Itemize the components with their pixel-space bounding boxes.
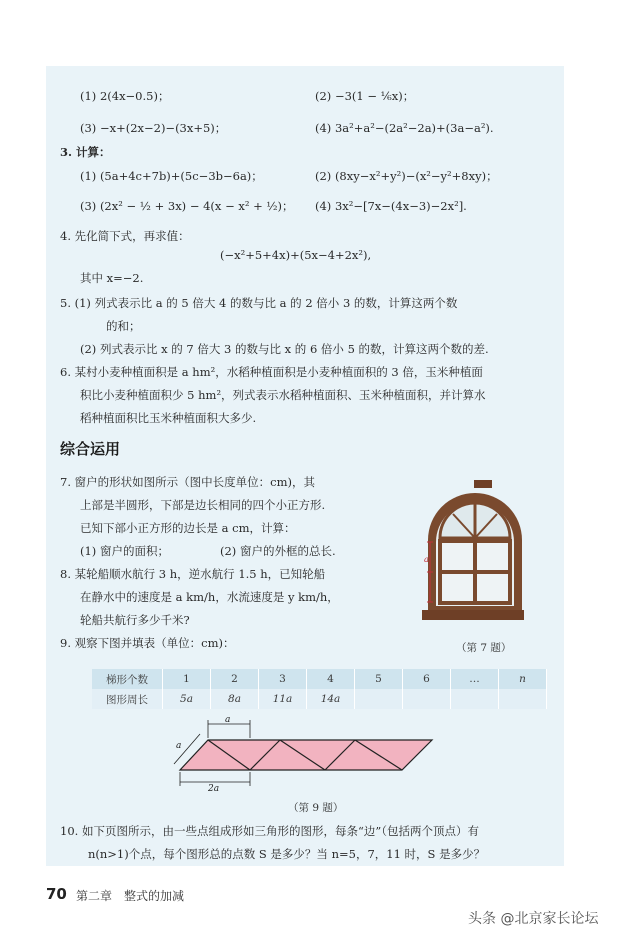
table-cell: 3 <box>259 669 307 689</box>
table-cell: 1 <box>163 669 211 689</box>
ex8-line1: 8. 某轮船顺水航行 3 h，逆水航行 1.5 h，已知轮船 <box>60 567 326 581</box>
ex3-item1: (1) (5a+4c+7b)+(5c−3b−6a)； <box>80 169 263 183</box>
ex3-item3: (3) (2x² − ½ + 3x) − 4(x − x² + ½)； <box>80 199 294 213</box>
fig7-caption: （第 7 题） <box>456 642 512 654</box>
table-cell: 14a <box>307 689 355 709</box>
ex2-item3: (3) −x+(2x−2)−(3x+5)； <box>80 121 227 135</box>
ex10-line1: 10. 如下页图所示，由一些点组成形如三角形的图形，每条“边”（包括两个顶点）有 <box>60 824 479 838</box>
trapezoid-table <box>92 669 547 709</box>
ex5-part2: (2) 列式表示比 x 的 7 倍大 3 的数与比 x 的 6 倍小 5 的数，计算这两个数的差. <box>80 342 489 356</box>
ex2-item1: (1) 2(4x−0.5)； <box>80 89 170 103</box>
table-row-head: 图形周长 <box>92 689 163 709</box>
chapter-title: 第二章 整式的加减 <box>76 889 185 903</box>
ex7-line3: 已知下部小正方形的边长是 a cm，计算： <box>80 521 296 535</box>
table-row <box>92 689 547 709</box>
ex7-part2: (2) 窗户的外框的总长. <box>220 544 336 558</box>
table-cell: 6 <box>403 669 451 689</box>
ex6-line2: 积比小麦种植面积少 5 hm²，列式表示水稻种植面积、玉米种植面积，并计算水 <box>80 388 486 402</box>
trapezoid-figure <box>170 712 450 792</box>
table-cell: 4 <box>307 669 355 689</box>
ex5-part1: 5. (1) 列式表示比 a 的 5 倍大 4 的数与比 a 的 2 倍小 3 的数，计算这两个数 <box>60 296 458 310</box>
table-row-head: 梯形个数 <box>92 669 163 689</box>
table-cell: 11a <box>259 689 307 709</box>
ex6-line1: 6. 某村小麦种植面积是 a hm²，水稻种植面积是小麦种植面积的 3 倍，玉米种植面 <box>60 365 483 379</box>
watermark: 头条 @北京家长论坛 <box>468 911 599 927</box>
ex7-line2: 上部是半圆形，下部是边长相同的四个小正方形. <box>80 498 326 512</box>
table-cell <box>499 689 547 709</box>
table-cell <box>355 689 403 709</box>
ex6-line3: 稻种植面积比玉米种植面积大多少. <box>80 411 257 425</box>
table-cell: 2 <box>211 669 259 689</box>
ex7-part1: (1) 窗户的面积； <box>80 544 169 558</box>
ex3-item2: (2) (8xy−x²+y²)−(x²−y²+8xy)； <box>315 169 498 183</box>
table-cell: 5 <box>355 669 403 689</box>
ex4-expression: (−x²+5+4x)+(5x−4+2x²), <box>220 248 372 262</box>
ex8-line2: 在静水中的速度是 a km/h，水流速度是 y km/h， <box>80 590 339 604</box>
ex7-line1: 7. 窗户的形状如图所示（图中长度单位：cm)，其 <box>60 475 315 489</box>
dim-label-top: a <box>225 715 231 725</box>
dim-label-side: a <box>176 741 182 751</box>
ex5-part1-cont: 的和； <box>106 319 141 333</box>
table-cell: n <box>499 669 547 689</box>
dim-label-bottom: 2a <box>208 784 220 792</box>
ex3-heading: 3. 计算： <box>60 145 111 159</box>
table-cell: 5a <box>163 689 211 709</box>
ex3-item4: (4) 3x²−[7x−(4x−3)−2x²]. <box>315 199 467 213</box>
window-figure <box>418 478 528 626</box>
ex8-line3: 轮船共航行多少千米? <box>80 613 190 627</box>
ex2-item2: (2) −3(1 − ⅙x)； <box>315 89 415 103</box>
ex4-heading: 4. 先化简下式，再求值： <box>60 229 190 243</box>
ex10-line2: n(n>1)个点，每个图形总的点数 S 是多少？当 n=5，7，11 时，S 是多少？ <box>88 847 486 861</box>
table-cell <box>451 689 499 709</box>
table-cell <box>403 689 451 709</box>
table-cell: … <box>451 669 499 689</box>
table-cell: 8a <box>211 689 259 709</box>
page-number: 70 <box>46 885 67 903</box>
ex9-heading: 9. 观察下图并填表（单位：cm)： <box>60 636 235 650</box>
table-row <box>92 669 547 689</box>
section-title: 综合运用 <box>60 440 121 458</box>
window-dim-label: a <box>424 555 429 564</box>
ex4-condition: 其中 x=−2. <box>80 271 144 285</box>
ex2-item4: (4) 3a²+a²−(2a²−2a)+(3a−a²). <box>315 121 494 135</box>
fig9-caption: （第 9 题） <box>288 802 344 814</box>
